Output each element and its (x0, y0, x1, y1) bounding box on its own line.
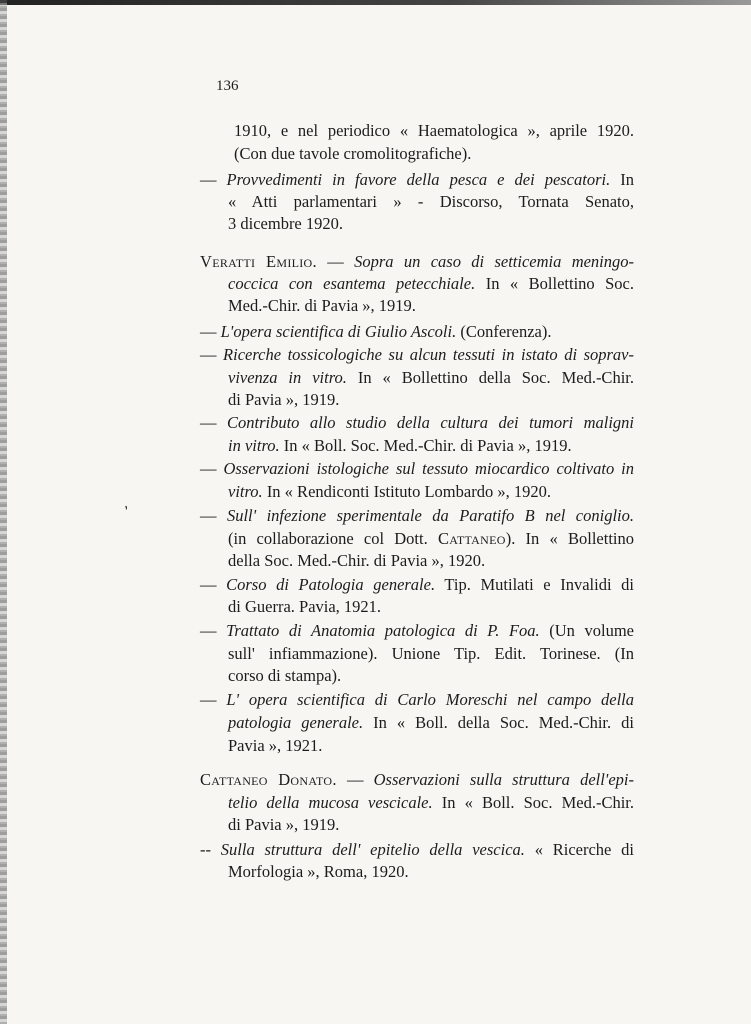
citation-text: (Conferenza). (456, 322, 552, 341)
text-line (200, 770, 634, 790)
text-line (200, 170, 634, 190)
citation-text: (Un volume (539, 621, 635, 640)
citation-text: di Pavia », 1919. (228, 390, 340, 409)
text-line (200, 621, 634, 641)
entry-dash: — (200, 170, 227, 189)
citation-text: In (610, 170, 634, 189)
work-title: Contributo allo studio della cultura dei tumori maligni (226, 413, 634, 432)
citation-text: (Con due tavole cromolitografiche). (234, 144, 472, 163)
text-line (228, 368, 634, 388)
text-line (228, 815, 339, 835)
work-title: Provvedimenti in favore della pesca e dei pescatori. (226, 170, 611, 189)
text-line (200, 506, 634, 526)
author-name: Veratti Emilio. (200, 252, 317, 271)
text-line (228, 436, 572, 456)
work-title: Trattato di Anatomia patologica di P. Foa. (226, 621, 540, 640)
work-title: Osservazioni istologiche sul tessuto miocardico coltivato in (223, 459, 634, 478)
text-line (228, 666, 341, 686)
text-line (228, 390, 339, 410)
work-title: vivenza in vitro. (228, 368, 347, 387)
stray-ink-mark: ʼ (122, 503, 135, 521)
citation-text: (in collaborazione col Dott. (228, 529, 438, 548)
text-line (228, 296, 416, 316)
work-title: Sopra un caso di setticemia meningo- (354, 252, 635, 271)
text-line (228, 551, 485, 571)
work-title: vitro. (228, 482, 263, 501)
citation-text: In « Rendiconti Istituto Lombardo », 1920. (262, 482, 551, 501)
citation-text: 3 dicembre 1920. (228, 214, 344, 233)
citation-text: Morfologia », Roma, 1920. (228, 862, 409, 881)
text-line (200, 413, 634, 433)
text-line (228, 736, 322, 756)
work-title: Sull' infezione sperimentale da Paratifo B nel coniglio. (226, 506, 634, 525)
entry-dash: — (200, 345, 224, 364)
entry-dash: — (316, 252, 355, 271)
text-line (200, 252, 634, 272)
text-line (228, 192, 634, 212)
citation-text: corso di stampa). (228, 666, 342, 685)
work-title: coccica con esantema petecchiale. (228, 274, 476, 293)
text-line (228, 713, 634, 733)
citation-text: ). In « Bollettino (505, 529, 634, 548)
citation-text: della Soc. Med.-Chir. di Pavia », 1920. (228, 551, 486, 570)
citation-text: Tip. Mutilati e Invalidi di (435, 575, 634, 594)
work-title: L'opera scientifica di Giulio Ascoli. (220, 322, 457, 341)
entry-dash: — (200, 322, 221, 341)
work-title: Corso di Patologia generale. (226, 575, 436, 594)
entry-dash: -- (200, 840, 221, 859)
text-line (228, 597, 381, 617)
work-title: L' opera scientifica di Carlo Moreschi nel campo della (226, 690, 635, 709)
text-line (228, 214, 343, 234)
text-line (200, 459, 634, 479)
entry-dash: — (200, 459, 224, 478)
entry-dash: — (200, 690, 227, 709)
text-line (200, 322, 552, 342)
work-title: patologia generale. (228, 713, 364, 732)
text-line (234, 121, 634, 141)
citation-text: « Atti parlamentari » - Discorso, Tornata Senato, (228, 192, 634, 211)
text-line (200, 840, 634, 860)
citation-text: In « Bollettino della Soc. Med.-Chir. (346, 368, 634, 387)
collaborator-name: Cattaneo (437, 529, 506, 548)
text-line (228, 862, 409, 882)
entry-dash: — (200, 413, 227, 432)
text-line (228, 644, 634, 664)
citation-text: Med.-Chir. di Pavia », 1919. (228, 296, 416, 315)
entry-dash: — (200, 621, 227, 640)
work-title: Osservazioni sulla struttura dell'epi- (373, 770, 634, 789)
citation-text: di Guerra. Pavia, 1921. (228, 597, 382, 616)
citation-text: In « Boll. della Soc. Med.-Chir. di (363, 713, 634, 732)
entry-dash: — (200, 575, 227, 594)
text-line (228, 529, 634, 549)
work-title: Ricerche tossicologiche su alcun tessuti in istato di soprav- (223, 345, 635, 364)
text-line (228, 793, 634, 813)
citation-text: In « Boll. Soc. Med.-Chir. di Pavia », 1919. (279, 436, 572, 455)
author-name: Cattaneo Donato. (200, 770, 337, 789)
text-line (200, 575, 634, 595)
page-number: 136 (216, 78, 239, 94)
text-line (234, 144, 471, 164)
citation-text: di Pavia », 1919. (228, 815, 340, 834)
text-line (228, 274, 634, 294)
text-line (200, 690, 634, 710)
citation-text: In « Bollettino Soc. (475, 274, 635, 293)
text-line (200, 345, 634, 365)
citation-text: 1910, e nel periodico « Haematologica », aprile 1920. (234, 121, 634, 140)
citation-text: Pavia », 1921. (228, 736, 323, 755)
work-title: in vitro. (228, 436, 280, 455)
work-title: telio della mucosa vescicale. (228, 793, 433, 812)
work-title: Sulla struttura dell' epitelio della vescica. (220, 840, 525, 859)
citation-text: sull' infiammazione). Unione Tip. Edit. Torinese. (In (228, 644, 634, 663)
citation-text: « Ricerche di (524, 840, 634, 859)
citation-text: In « Boll. Soc. Med.-Chir. (432, 793, 634, 812)
entry-dash: — (336, 770, 374, 789)
entry-dash: — (200, 506, 227, 525)
text-line (228, 482, 551, 502)
